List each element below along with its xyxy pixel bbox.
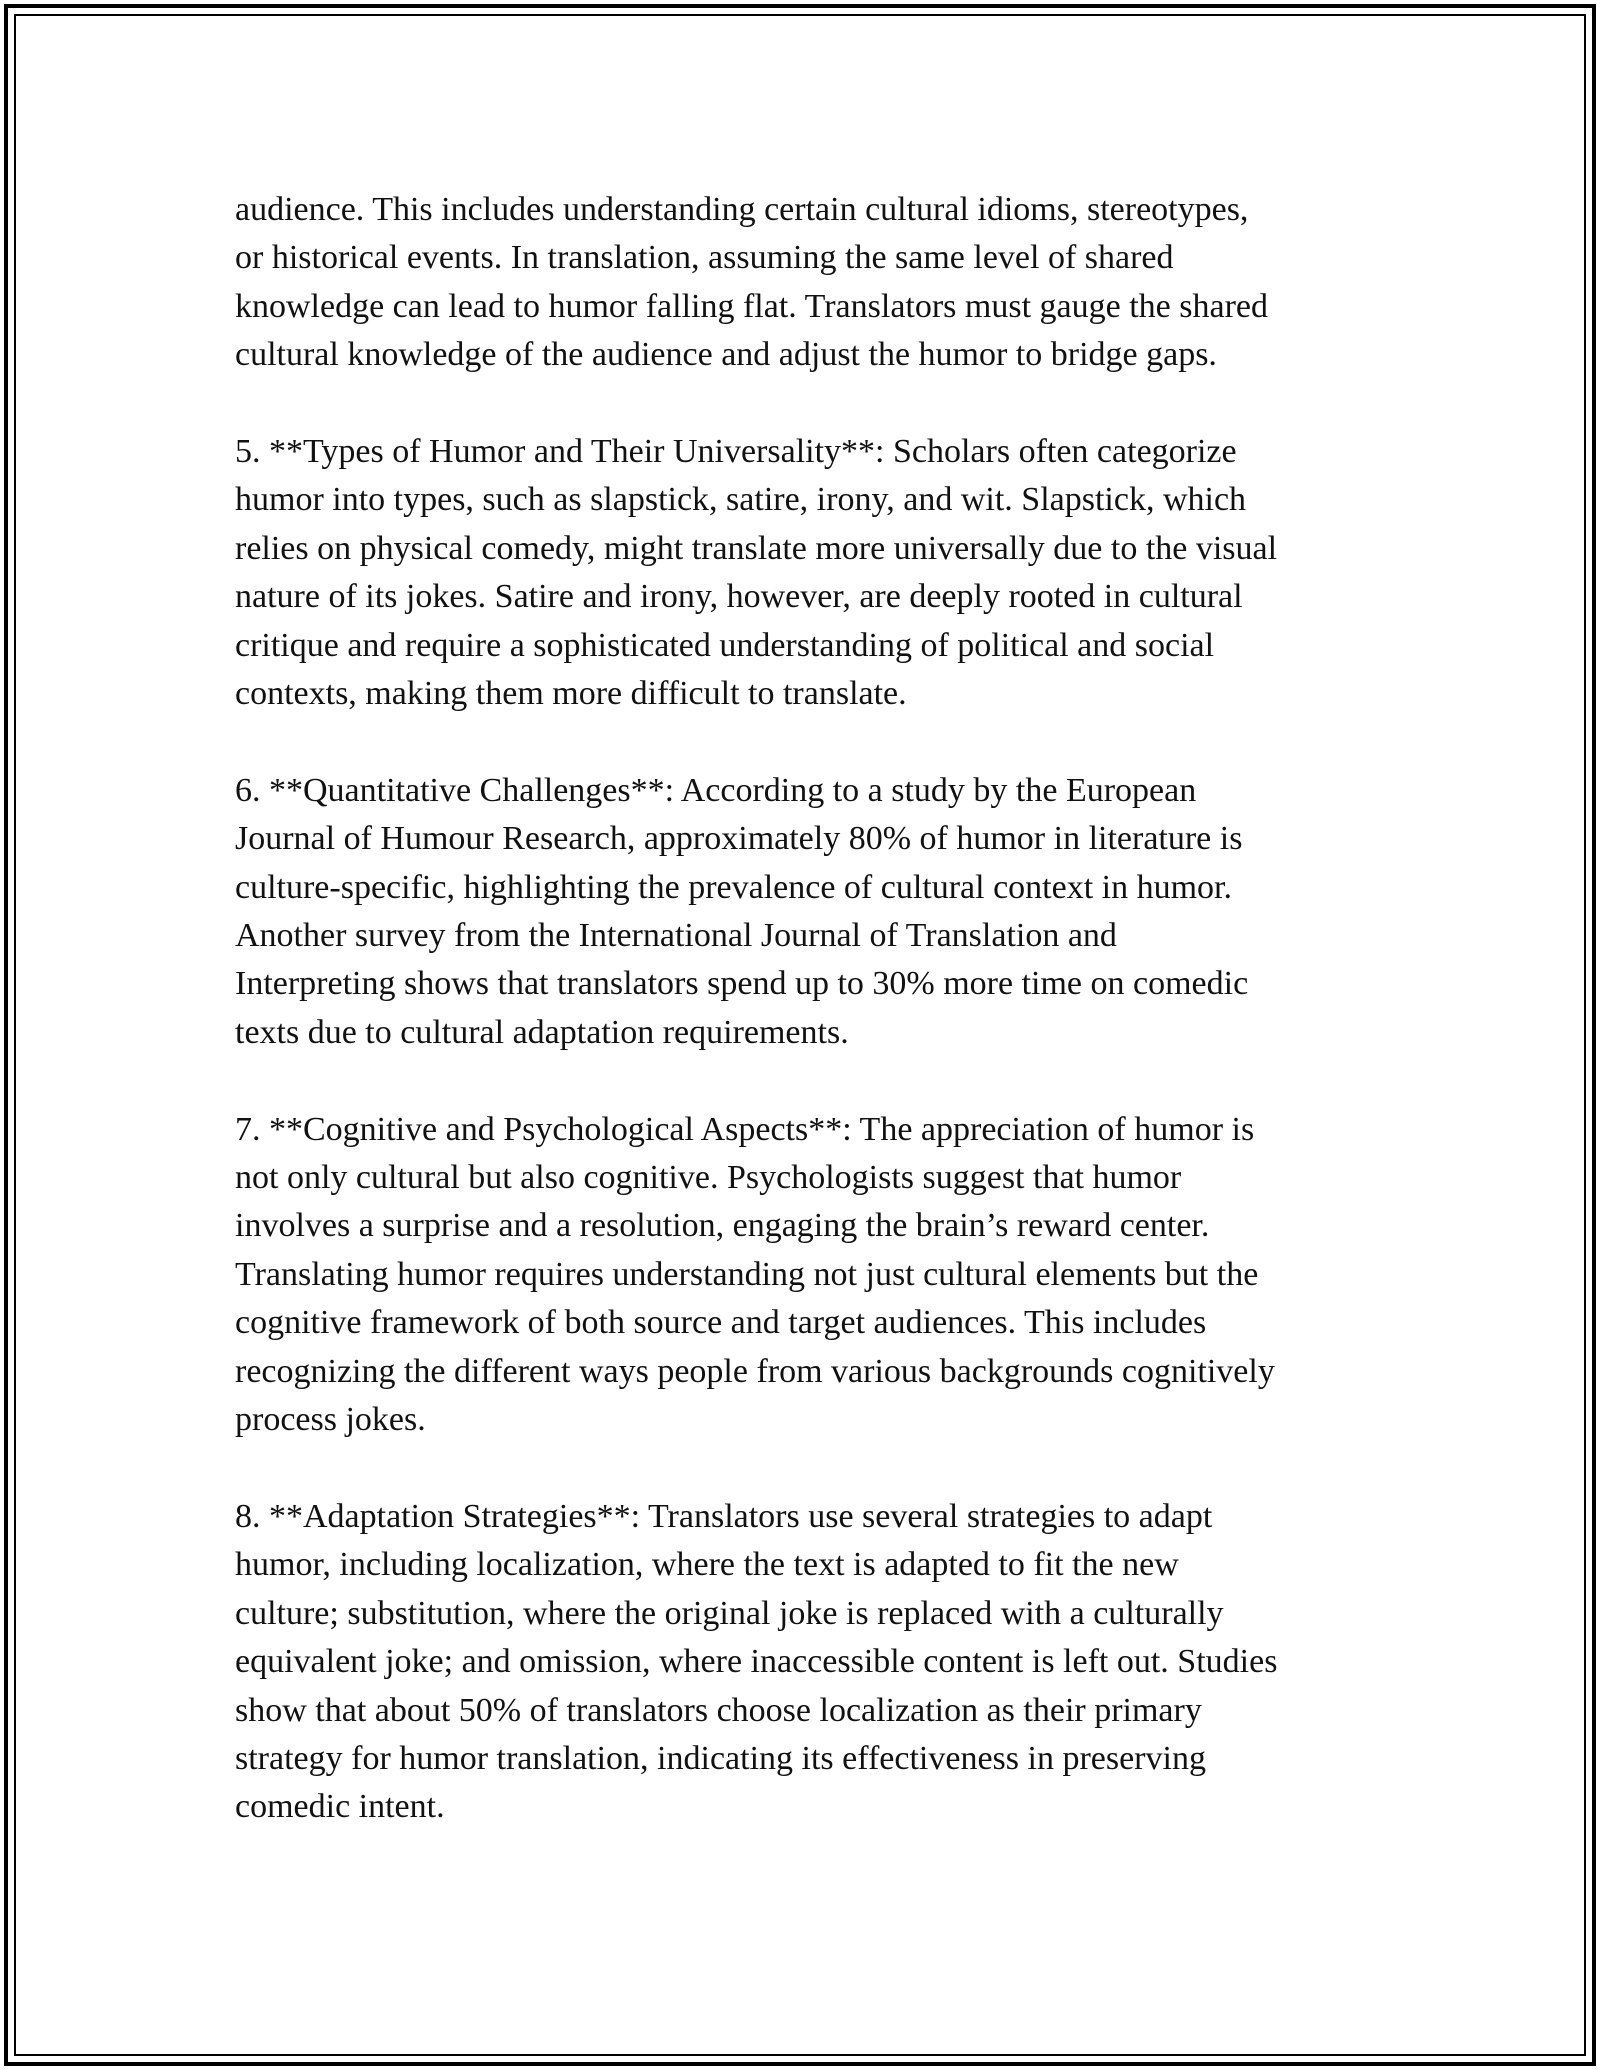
document-body [235,186,1365,1880]
text-line: humor, including localization, where the text is adapted to fit the new [235,1546,1179,1584]
text-line: equivalent joke; and omission, where inaccessible content is left out. Studies [235,1643,1278,1681]
text-line: knowledge can lead to humor falling flat. Translators must gauge the shared [235,287,1268,325]
text-line: humor into types, such as slapstick, satire, irony, and wit. Slapstick, which [235,481,1247,519]
text-line: show that about 50% of translators choose localization as their primary [235,1691,1202,1729]
text-line: Journal of Humour Research, approximately 80% of humor in literature is [235,820,1243,858]
paragraph-continuation [235,186,1365,380]
paragraph-adaptation-strategies [235,1493,1365,1832]
text-line: critique and require a sophisticated understanding of political and social [235,626,1215,664]
paragraph-cognitive-aspects [235,1106,1365,1445]
paragraph-types-of-humor [235,428,1365,718]
text-line: strategy for humor translation, indicating its effectiveness in preserving [235,1739,1206,1777]
text-line: Interpreting shows that translators spend up to 30% more time on comedic [235,965,1249,1003]
text-line: audience. This includes understanding certain cultural idioms, stereotypes, [235,191,1249,228]
text-line: 6. **Quantitative Challenges**: According to a study by the European [235,771,1197,809]
paragraph-quantitative-challenges [235,767,1365,1057]
text-line: recognizing the different ways people from various backgrounds cognitively [235,1352,1275,1390]
text-line: 7. **Cognitive and Psychological Aspects**: The appreciation of humor is [235,1110,1255,1148]
text-line: culture; substitution, where the original joke is replaced with a culturally [235,1594,1224,1632]
text-line: process jokes. [235,1401,426,1439]
text-line: culture-specific, highlighting the prevalence of cultural context in humor. [235,868,1233,906]
text-line: relies on physical comedy, might translate more universally due to the visual [235,529,1278,567]
text-line: 8. **Adaptation Strategies**: Translators use several strategies to adapt [235,1497,1213,1535]
text-line: Another survey from the International Journal of Translation and [235,917,1117,955]
text-line: contexts, making them more difficult to translate. [235,675,907,713]
text-line: texts due to cultural adaptation requirements. [235,1013,849,1051]
text-line: Translating humor requires understanding not just cultural elements but the [235,1255,1259,1293]
text-line: involves a surprise and a resolution, engaging the brain’s reward center. [235,1207,1210,1245]
text-line: or historical events. In translation, assuming the same level of shared [235,239,1174,277]
text-line: not only cultural but also cognitive. Psychologists suggest that humor [235,1159,1182,1197]
text-line: cultural knowledge of the audience and adjust the humor to bridge gaps. [235,336,1217,374]
text-line: nature of its jokes. Satire and irony, however, are deeply rooted in cultural [235,578,1243,616]
text-line: 5. **Types of Humor and Their Universality**: Scholars often categorize [235,433,1237,471]
text-line: cognitive framework of both source and target audiences. This includes [235,1304,1207,1342]
text-line: comedic intent. [235,1788,445,1826]
